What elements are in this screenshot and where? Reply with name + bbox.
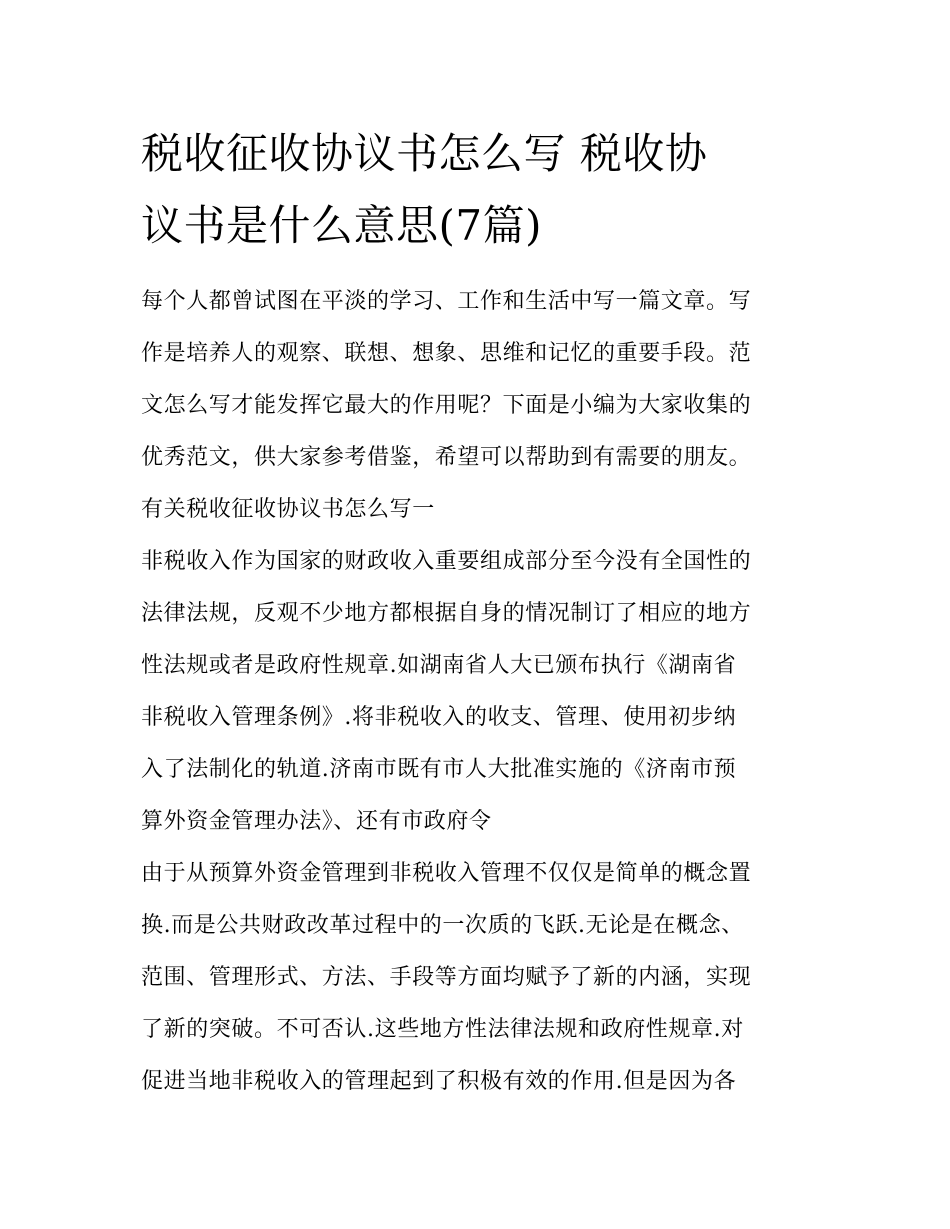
title-line: 税收征收协议书怎么写 税收协 — [141, 129, 708, 178]
body-line: 了新的突破。不可否认.这些地方性法律法规和政府性规章.对 — [141, 1017, 744, 1042]
body-line: 换.而是公共财政改革过程中的一次质的飞跃.无论是在概念、 — [141, 913, 744, 938]
body-line: 作是培养人的观察、联想、想象、思维和记忆的重要手段。范 — [141, 341, 752, 366]
body-line: 优秀范文，供大家参考借鉴，希望可以帮助到有需要的朋友。 — [141, 445, 752, 470]
body-line: 文怎么写才能发挥它最大的作用呢？下面是小编为大家收集的 — [141, 393, 752, 418]
body-line: 由于从预算外资金管理到非税收入管理不仅仅是简单的概念置 — [141, 861, 752, 886]
body-line: 入了法制化的轨道.济南市既有市人大批准实施的《济南市预 — [141, 757, 737, 782]
body-line: 性法规或者是政府性规章.如湖南省人大已颁布执行《湖南省 — [141, 653, 737, 678]
body-line: 法律法规，反观不少地方都根据自身的情况制订了相应的地方 — [141, 601, 752, 626]
document-title — [141, 118, 821, 262]
body-line: 每个人都曾试图在平淡的学习、工作和生活中写一篇文章。写 — [141, 289, 752, 314]
body-line: 非税收入作为国家的财政收入重要组成部分至今没有全国性的 — [141, 549, 752, 574]
body-line: 算外资金管理办法》、还有市政府令 — [141, 809, 492, 834]
section-heading: 有关税收征收协议书怎么写一 — [141, 497, 435, 522]
body-line: 促进当地非税收入的管理起到了积极有效的作用.但是因为各 — [141, 1069, 737, 1094]
body-line: 非税收入管理条例》.将非税收入的收支、管理、使用初步纳 — [141, 705, 737, 730]
title-line: 议书是什么意思(7篇) — [141, 201, 542, 250]
body-line: 范围、管理形式、方法、手段等方面均赋予了新的内涵，实现 — [141, 965, 752, 990]
document-body — [141, 276, 821, 1108]
